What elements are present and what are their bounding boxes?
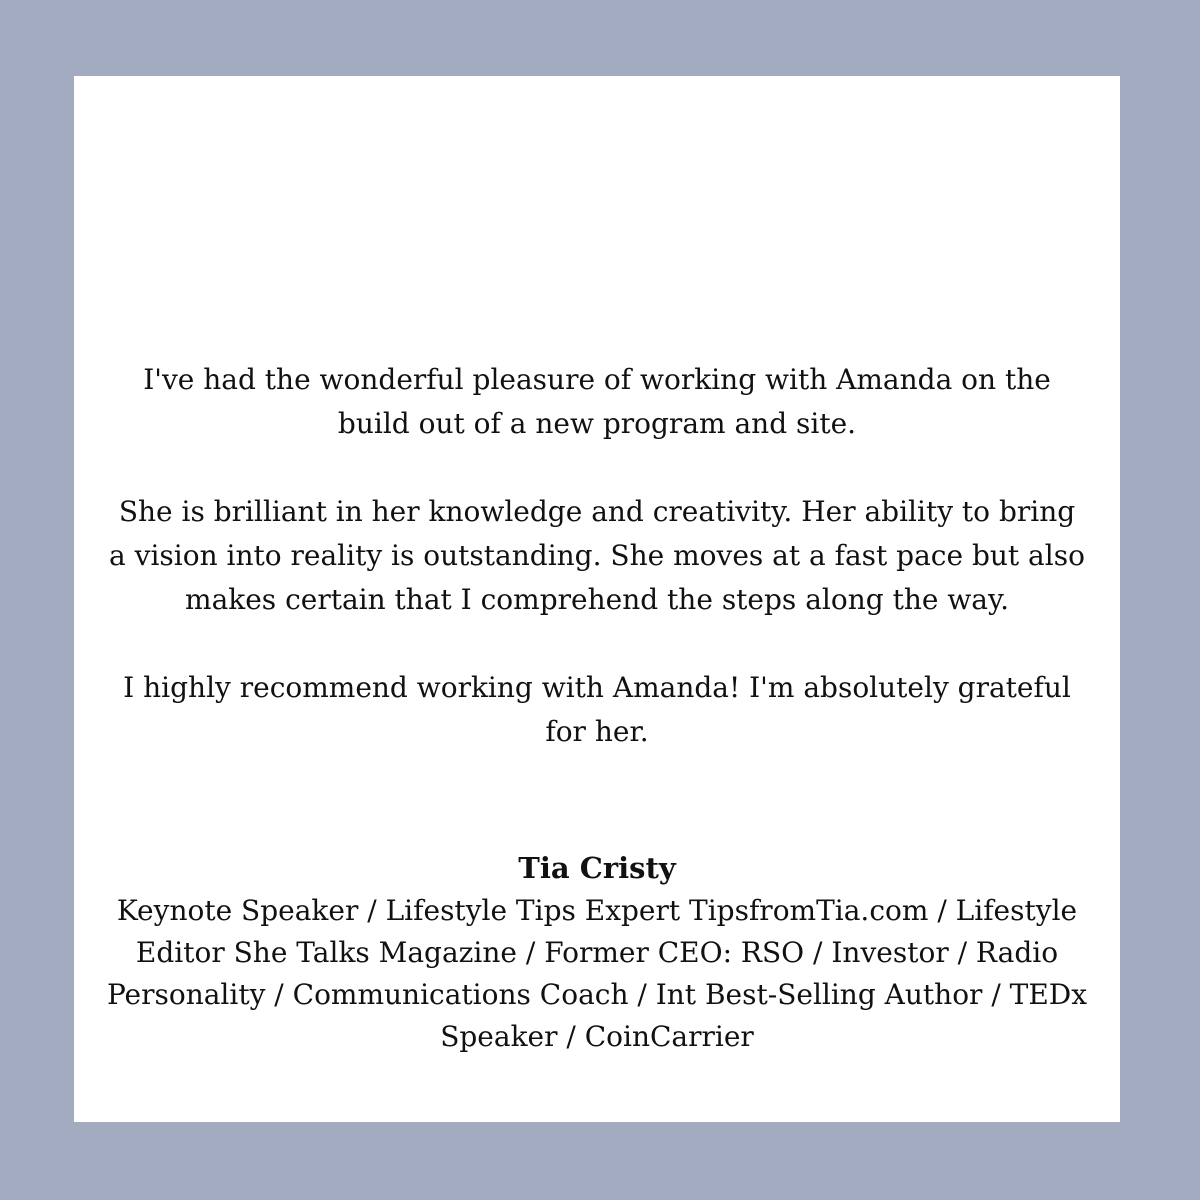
quote-line: a vision into reality is outstanding. She moves at a fast pace but also [109, 539, 1085, 572]
quote-paragraph-1 [74, 358, 1120, 446]
author-title-line: Personality / Communications Coach / Int Best-Selling Author / TEDx [106, 978, 1088, 1011]
testimonial-card [74, 76, 1120, 1122]
paragraph-spacer [74, 622, 1120, 666]
quote-paragraph-3 [74, 666, 1120, 754]
quote-line: makes certain that I comprehend the steps along the way. [185, 583, 1009, 616]
quote-line: I've had the wonderful pleasure of working with Amanda on the [143, 363, 1051, 396]
quote-paragraph-2 [74, 490, 1120, 622]
testimonial-quote [74, 358, 1120, 754]
paragraph-spacer [74, 446, 1120, 490]
author-title-line: Keynote Speaker / Lifestyle Tips Expert TipsfromTia.com / Lifestyle [116, 894, 1078, 927]
author-title-line: Editor She Talks Magazine / Former CEO: RSO / Investor / Radio [135, 936, 1059, 969]
author-name: Tia Cristy [518, 851, 676, 885]
quote-line: build out of a new program and site. [337, 407, 857, 440]
quote-line: I highly recommend working with Amanda! I'm absolutely grateful [123, 671, 1071, 704]
author-title-line: Speaker / CoinCarrier [440, 1020, 754, 1053]
author-block [74, 846, 1120, 1058]
quote-line: She is brilliant in her knowledge and creativity. Her ability to bring [118, 495, 1076, 528]
quote-line: for her. [545, 715, 649, 748]
author-title [74, 890, 1120, 1058]
